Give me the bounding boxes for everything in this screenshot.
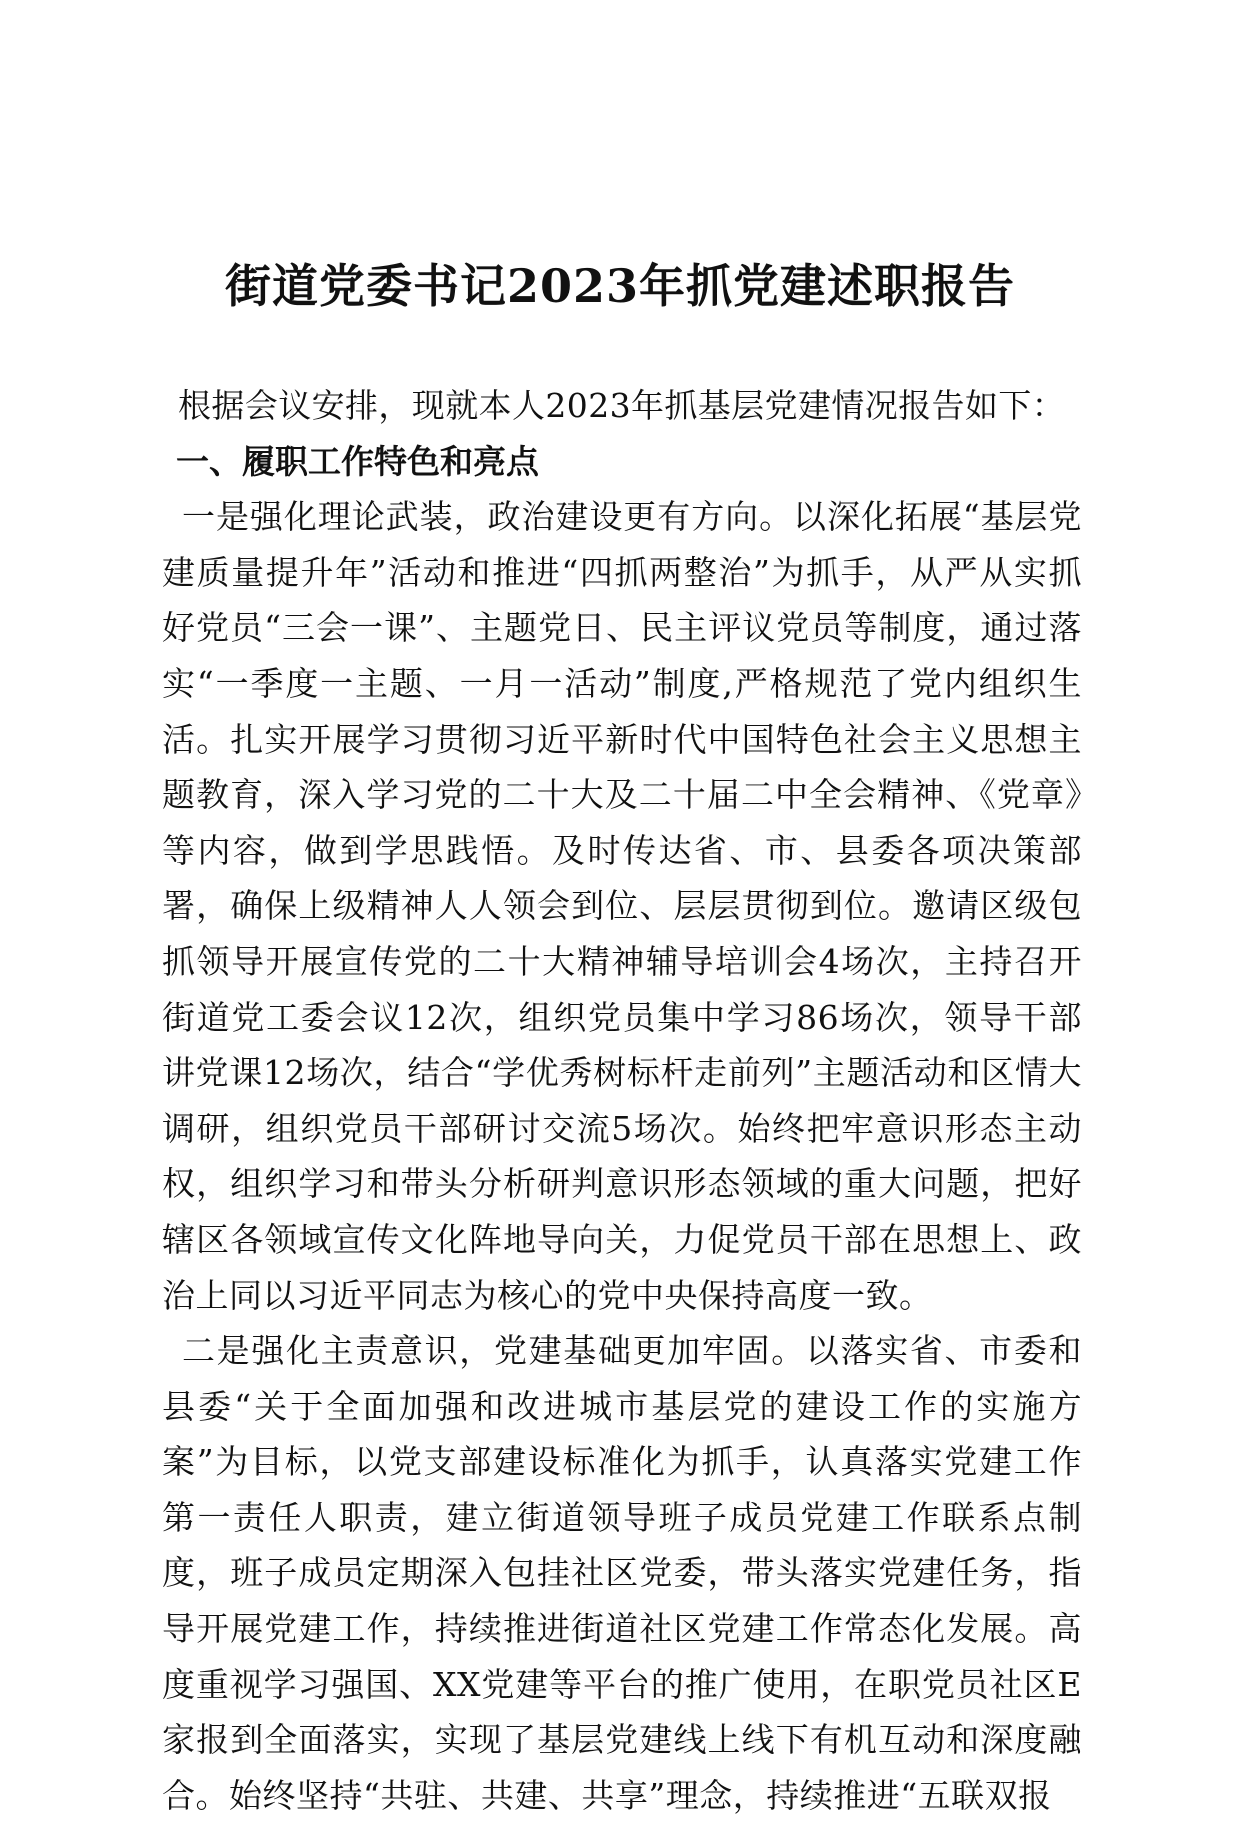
body-paragraph-2: 二是强化主责意识，党建基础更加牢固。以落实省、市委和县委“关于全面加强和改进城市基层党的建设工作的实施方案”为目标，以党支部建设标准化为抓手，认真落实党建工作第一责任人职责，建立街道领导班子成员党建工作联系点制度，班子成员定期深入包挂社区党委，带头落实党建任务，指导开展党建工作，持续推进街道社区党建工作常态化发展。高度重视学习强国、XX党建等平台的推广使用，在职党员社区E家报到全面落实，实现了基层党建线上线下有机互动和深度融合。始终坚持“共驻、共建、共享”理念，持续推进“五联双报 [162, 1331, 1082, 1815]
section-heading: 一、履职工作特色和亮点 [176, 441, 539, 481]
document-title: 街道党委书记2023年抓党建述职报告 [224, 259, 1016, 313]
document-body [162, 378, 1082, 1823]
body-paragraph-1: 一是强化理论武装，政治建设更有方向。以深化拓展“基层党建质量提升年”活动和推进“四抓两整治”为抓手，从严从实抓好党员“三会一课”、主题党日、民主评议党员等制度，通过落实“一季度一主题、一月一活动”制度,严格规范了党内组织生活。扎实开展学习贯彻习近平新时代中国特色社会主义思想主题教育，深入学习党的二十大及二十届二中全会精神、《党章》等内容，做到学思践悟。及时传达省、市、县委各项决策部署，确保上级精神人人领会到位、层层贯彻到位。邀请区级包抓领导开展宣传党的二十大精神辅导培训会4场次，主持召开街道党工委会议12次，组织党员集中学习86场次，领导干部讲党课12场次，结合“学优秀树标杆走前列”主题活动和区情大调研，组织党员干部研讨交流5场次。始终把牢意识形态主动权，组织学习和带头分析研判意识形态领域的重大问题，把好辖区各领域宣传文化阵地导向关，力促党员干部在思想上、政治上同以习近平同志为核心的党中央保持高度一致。 [162, 497, 1082, 1315]
intro-paragraph: 根据会议安排，现就本人2023年抓基层党建情况报告如下： [178, 386, 1066, 425]
